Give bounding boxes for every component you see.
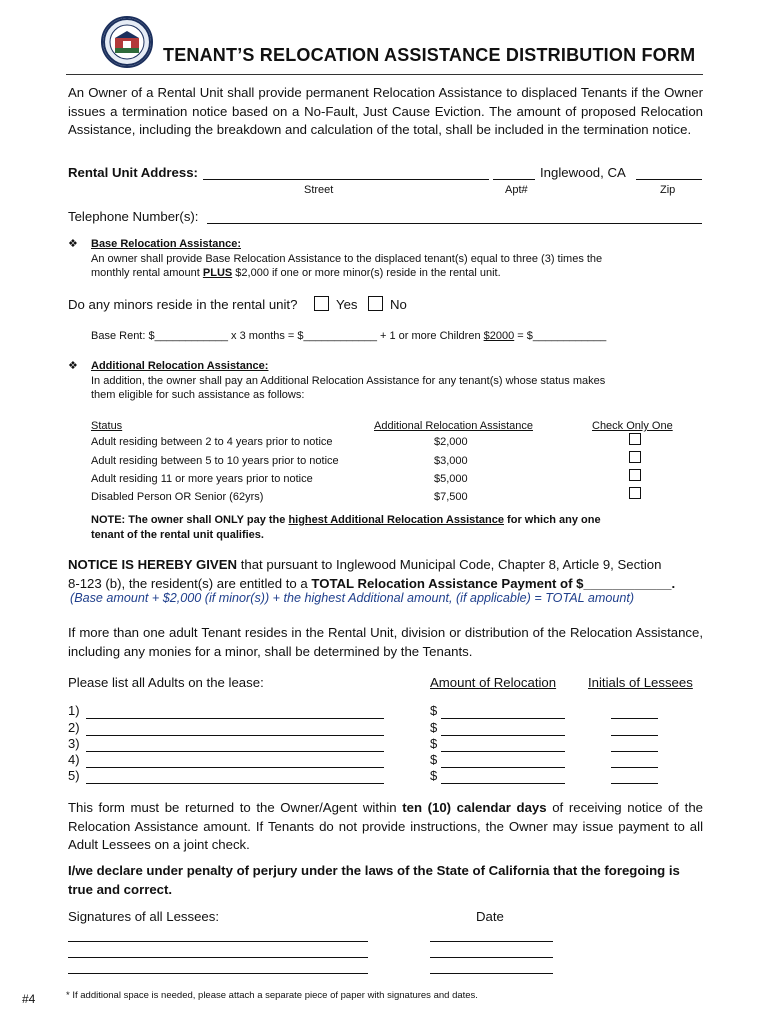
adults-col-initials: Initials of Lessees [588,675,693,690]
adult-initials-field[interactable] [611,750,658,752]
additional-note: NOTE: The owner shall ONLY pay the highest Additional Relocation Assistance for which any one tenant of the rental unit qualifies. [91,514,601,541]
signature-line[interactable] [68,973,368,974]
division-paragraph: If more than one adult Tenant resides in the Rental Unit, division or distribution of the Relocation Assistance, including any monies for a minor, shall be determined by the Tenants. [68,625,703,659]
page-title: TENANT’S RELOCATION ASSISTANCE DISTRIBUTION FORM [163,45,696,65]
col-status-header: Status [91,420,123,432]
col-amount-header: Additional Relocation Assistance [374,420,533,432]
base-text-line-2: monthly rental amount PLUS $2,000 if one or more minor(s) reside in the rental unit. [91,267,501,279]
minors-yes-checkbox[interactable] [314,296,329,311]
status-amount: $7,500 [434,491,468,503]
adult-initials-field[interactable] [611,766,658,768]
adult-initials-field[interactable] [611,717,658,719]
rental-address-label: Rental Unit Address: [68,165,198,180]
adults-label: Please list all Adults on the lease: [68,675,264,690]
bullet-diamond-icon: ❖ [68,360,78,372]
telephone-field[interactable] [207,222,702,224]
adult-dollar-sign: $ [430,703,438,718]
adult-initials-field[interactable] [611,782,658,784]
signature-line[interactable] [68,941,368,942]
street-caption: Street [304,184,334,196]
bullet-diamond-icon: ❖ [68,238,78,250]
minors-no-checkbox[interactable] [368,296,383,311]
status-row: Adult residing between 2 to 4 years prior to notice [91,436,333,448]
status-row: Adult residing 11 or more years prior to notice [91,473,313,485]
zip-caption: Zip [660,184,676,196]
notice-formula: (Base amount + $2,000 (if minor(s)) + the highest Additional amount, (if applicable) = TOTAL amount) [70,591,635,605]
date-line[interactable] [430,973,553,974]
minors-question: Do any minors reside in the rental unit? [68,297,298,312]
adult-amount-field[interactable] [441,782,565,784]
status-amount: $3,000 [434,455,468,467]
zip-field[interactable] [636,178,702,180]
adult-amount-field[interactable] [441,717,565,719]
apt-field[interactable] [493,178,535,180]
adult-name-field[interactable] [86,750,384,752]
date-line[interactable] [430,941,553,942]
return-paragraph: This form must be returned to the Owner/Agent within ten (10) calendar days of receiving notice of the Relocation Assistance amount. If Tenants do not provide instructions, the Owner may issue payment to all Adult Lessees on a joint check. [68,800,703,852]
additional-text-line-2: them eligible for such assistance as follows: [91,389,305,401]
city-seal-logo [101,16,153,68]
minors-yes-label: Yes [336,297,358,312]
notice-paragraph: NOTICE IS HEREBY GIVEN that pursuant to Inglewood Municipal Code, Chapter 8, Article 9, Section 8-123 (b), the resident(s) are entitled to a TOTAL Relocation Assistance Payment of $____________. [68,557,676,591]
base-text-line-1: An owner shall provide Base Relocation Assistance to the displaced tenant(s) equal to three (3) times the [91,253,603,265]
status-row: Adult residing between 5 to 10 years prior to notice [91,455,339,467]
apt-caption: Apt# [505,184,528,196]
adult-dollar-sign: $ [430,752,438,767]
signatures-label: Signatures of all Lessees: [68,909,220,924]
adult-row-number: 3) [68,736,80,751]
adult-amount-field[interactable] [441,766,565,768]
status-checkbox[interactable] [629,469,641,481]
street-field[interactable] [203,178,489,180]
adult-row-number: 5) [68,768,80,783]
adult-dollar-sign: $ [430,768,438,783]
page-number: #4 [22,992,36,1006]
status-checkbox[interactable] [629,451,641,463]
adult-dollar-sign: $ [430,720,438,735]
adult-initials-field[interactable] [611,734,658,736]
adult-name-field[interactable] [86,717,384,719]
date-label: Date [476,909,504,924]
telephone-label: Telephone Number(s): [68,209,199,224]
status-amount: $5,000 [434,473,468,485]
adult-row-number: 2) [68,720,80,735]
adult-name-field[interactable] [86,766,384,768]
date-line[interactable] [430,957,553,958]
adult-amount-field[interactable] [441,734,565,736]
status-row: Disabled Person OR Senior (62yrs) [91,491,264,503]
base-calculation: Base Rent: $____________ x 3 months = $____________ + 1 or more Children $2000 = $____________ [91,330,607,342]
additional-text-line-1: In addition, the owner shall pay an Additional Relocation Assistance for any tenant(s) whose status makes [91,375,606,387]
adult-row-number: 4) [68,752,80,767]
status-checkbox[interactable] [629,433,641,445]
declaration-paragraph: I/we declare under penalty of perjury under the laws of the State of California that the foregoing is true and correct. [68,863,680,897]
adult-amount-field[interactable] [441,750,565,752]
title-divider [66,74,703,75]
status-amount: $2,000 [434,436,468,448]
signature-line[interactable] [68,957,368,958]
city-label: Inglewood, CA [540,165,626,180]
minors-no-label: No [390,297,407,312]
adult-name-field[interactable] [86,734,384,736]
adults-col-amount: Amount of Relocation [430,675,557,690]
adult-name-field[interactable] [86,782,384,784]
footnote: * If additional space is needed, please attach a separate piece of paper with signatures and dates. [66,990,478,1001]
status-checkbox[interactable] [629,487,641,499]
adult-dollar-sign: $ [430,736,438,751]
col-check-header: Check Only One [592,420,673,432]
base-heading: Base Relocation Assistance: [91,238,241,250]
intro-paragraph: An Owner of a Rental Unit shall provide permanent Relocation Assistance to displaced Tenants if the Owner issues a termination notice based on a No-Fault, Just Cause Eviction. The amount of proposed Relocation Assistance, including the breakdown and calculation of the total, shall be included in the termination notice. [68,85,703,137]
additional-heading: Additional Relocation Assistance: [91,360,269,372]
adult-row-number: 1) [68,703,80,718]
